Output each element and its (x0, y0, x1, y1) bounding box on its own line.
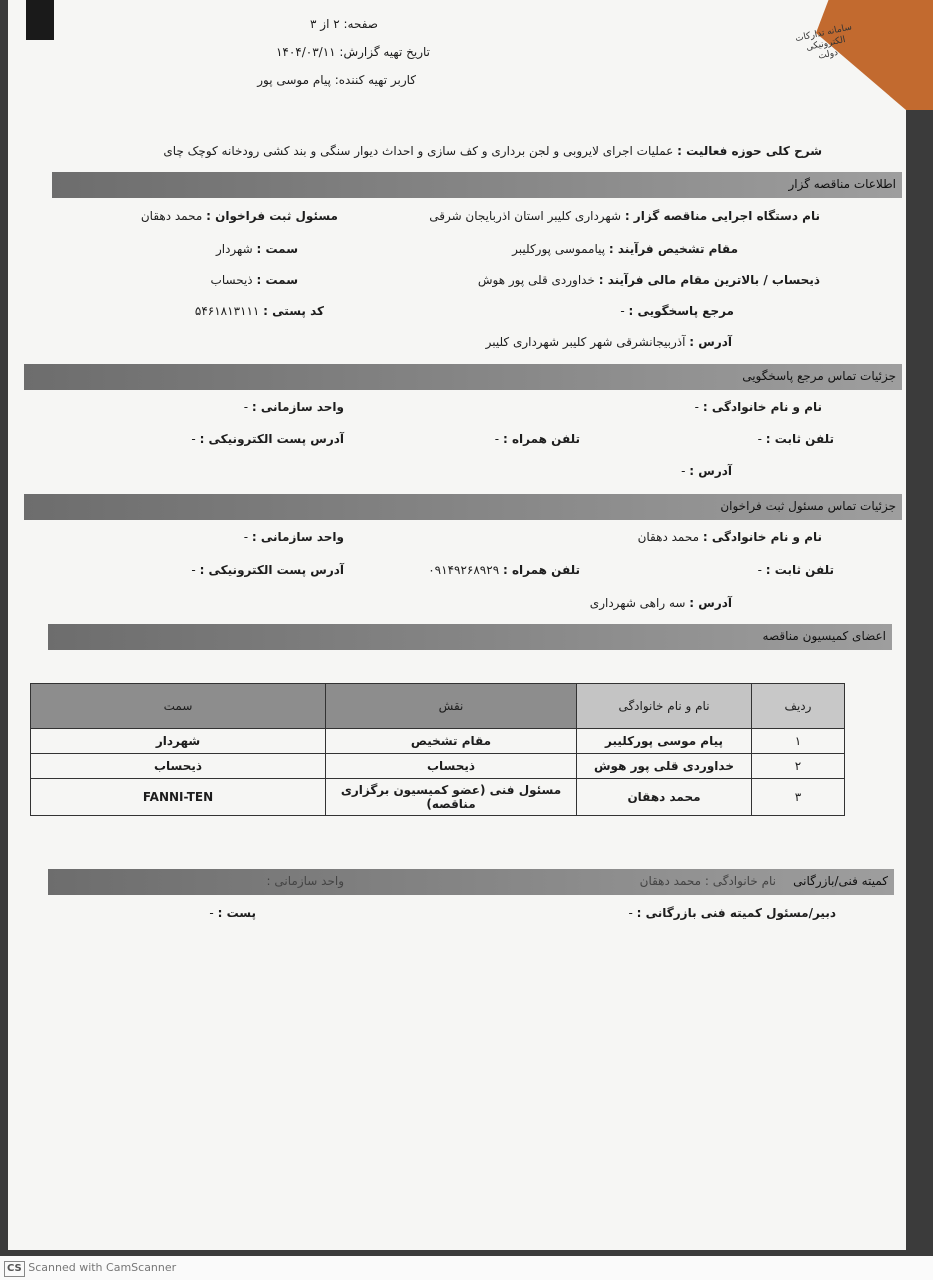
reg-address-field: آدرس : سه راهی شهرداری (589, 596, 732, 610)
camscanner-icon: CS (4, 1261, 25, 1277)
secretary-field: دبیر/مسئول کمیته فنی بازرگانی : - (628, 906, 836, 920)
reg-unit-field: واحد سازمانی : - (243, 530, 344, 544)
post1-field: سمت : شهردار (215, 242, 298, 256)
table-row: ۱ پیام موسی پورکلیبر مقام تشخیص شهردار (31, 729, 845, 754)
reg-email-field: آدرس پست الکترونیکی : - (191, 563, 344, 577)
technical-header-unit: واحد سازمانی : (266, 874, 344, 888)
col-post: سمت (31, 684, 326, 729)
commission-table (30, 683, 845, 816)
table-row: ۲ خداوردی قلی پور هوش ذیحساب ذیحساب (31, 754, 845, 779)
section-header-tenderer: اطلاعات مناقصه گزار (52, 172, 902, 198)
postal-code-field: کد پستی : ۵۴۶۱۸۱۳۱۱۱ (194, 304, 324, 318)
ref-phone-field: تلفن ثابت : - (757, 432, 834, 446)
col-name: نام و نام خانوادگی (577, 684, 752, 729)
table-row: ۳ محمد دهقان مسئول فنی (عضو کمیسیون برگزاری مناقصه) FANNI-TEN (31, 779, 845, 816)
ref-email-field: آدرس پست الکترونیکی : - (191, 432, 344, 446)
col-idx: ردیف (752, 684, 845, 729)
org-field: نام دستگاه اجرایی مناقصه گزار : شهرداری کلیبر استان اذربایجان شرقی (429, 209, 820, 223)
activity-value: عملیات اجرای لایروبی و لجن برداری و کف سازی و احداث دیوار سنگی و بند کشی رودخانه کوچک چای (163, 144, 674, 158)
section-header-technical: کمیته فنی/بازرگانی نام خانوادگی : محمد دهقان واحد سازمانی : (48, 869, 894, 895)
report-date: تاریخ تهیه گزارش: ۱۴۰۴/۰۳/۱۱ (275, 45, 430, 59)
section-header-reference: جزئیات تماس مرجع پاسخگویی (24, 364, 902, 390)
camscanner-text: Scanned with CamScanner (28, 1261, 177, 1274)
reg-phone-field: تلفن ثابت : - (757, 563, 834, 577)
section-header-registrar: جزئیات تماس مسئول ثبت فراخوان (24, 494, 902, 520)
activity-row (163, 144, 822, 158)
ref-name-field: نام و نام خانوادگی : - (694, 400, 822, 414)
col-role: نقش (326, 684, 577, 729)
document-page (8, 0, 906, 1250)
page-number: صفحه: ۲ از ۳ (310, 17, 378, 31)
registrar-field: مسئول ثبت فراخوان : محمد دهقان (140, 209, 338, 223)
address-field: آدرس : آذربیجانشرقی شهر کلیبر شهرداری کلیبر (485, 335, 732, 349)
finance-field: ذیحساب / بالاترین مقام مالی فرآیند : خداوردی قلی پور هوش (477, 273, 820, 287)
camscanner-footer (0, 1256, 933, 1280)
reg-name-field: نام و نام خانوادگی : محمد دهقان (637, 530, 822, 544)
reg-mobile-field: تلفن همراه : ۰۹۱۴۹۲۶۸۹۲۹ (428, 563, 580, 577)
emblem-mark (26, 0, 54, 40)
setad-logo: سامانه تدارکات الکترونیکی دولت (794, 22, 853, 62)
technical-header-name: نام خانوادگی : محمد دهقان (639, 874, 776, 888)
report-author: کاربر تهیه کننده: پیام موسی پور (257, 73, 416, 87)
authority-field: مقام تشخیص فرآیند : پیامموسی پورکلیبر (512, 242, 738, 256)
ref-address-field: آدرس : - (681, 464, 732, 478)
table-header-row (31, 684, 845, 729)
tech-post-field: پست : - (209, 906, 256, 920)
section-header-commission: اعضای کمیسیون مناقصه (48, 624, 892, 650)
activity-label: شرح کلی حوزه فعالیت : (677, 144, 822, 158)
ref-unit-field: واحد سازمانی : - (243, 400, 344, 414)
post2-field: سمت : ذیحساب (210, 273, 298, 287)
ref-mobile-field: تلفن همراه : - (494, 432, 580, 446)
ref-field: مرجع پاسخگویی : - (620, 304, 734, 318)
